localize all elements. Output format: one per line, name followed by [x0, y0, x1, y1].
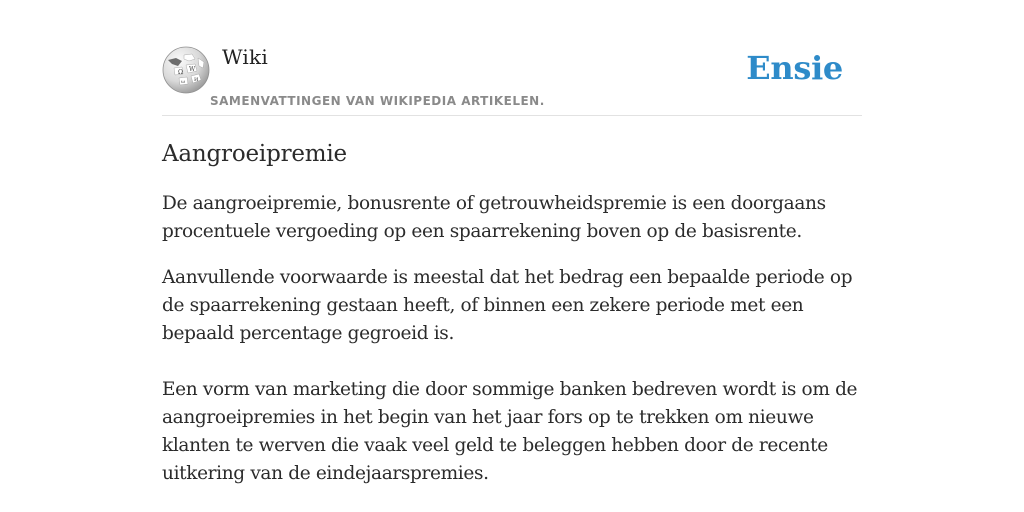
- svg-text:ω: ω: [181, 79, 186, 85]
- svg-text:W: W: [189, 66, 196, 73]
- wikipedia-globe-icon[interactable]: [162, 46, 210, 94]
- svg-text:И: И: [194, 77, 199, 83]
- site-tagline: SAMENVATTINGEN VAN WIKIPEDIA ARTIKELEN.: [210, 94, 545, 108]
- article-paragraph: Aanvullende voorwaarde is meestal dat het bedrag een bepaalde periode op de spaarrekening gestaan heeft, of binnen een zekere periode met een bepaald percentage gegroeid is. Een vorm van marketing die door sommige banken bedreven wordt is om de aangroeipremies in het begin van het jaar fors op te trekken om nieuwe klanten te werven die vaak veel geld te beleggen hebben door de recente uitkering van de eindejaarspremies.: [162, 267, 858, 484]
- brand-logo-link[interactable]: Ensie: [746, 49, 843, 87]
- article-title: Aangroeipremie: [162, 141, 347, 167]
- site-name[interactable]: Wiki: [222, 45, 268, 69]
- article-paragraph: De aangroeipremie, bonusrente of getrouwheidspremie is een doorgaans procentuele vergoeding op een spaarrekening boven op de basisrente.: [162, 193, 826, 242]
- site-header: [162, 40, 862, 116]
- article-content: [162, 138, 864, 488]
- svg-text:Ω: Ω: [178, 69, 183, 76]
